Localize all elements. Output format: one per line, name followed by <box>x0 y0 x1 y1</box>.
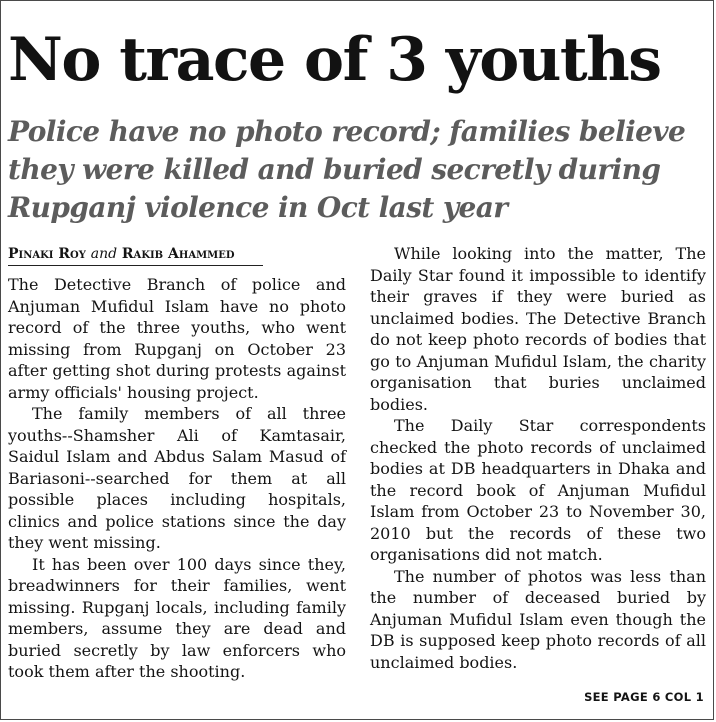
headline: No trace of 3 youths <box>8 25 661 95</box>
byline-conjunction: and <box>90 246 118 262</box>
body-paragraph: While looking into the matter, The Daily Star found it impossible to identify their graves if they were buried as unclaimed bodies. The Detective Branch do not keep photo records of bodies that go to Anjuman Mufidul Islam, the charity organisation that buries unclaimed bodies. <box>370 244 706 414</box>
continuation-jump-line[interactable]: SEE PAGE 6 COL 1 <box>584 690 704 704</box>
body-paragraph: The Daily Star correspondents checked the photo records of unclaimed bodies at DB headquarters in Dhaka and the record book of Anjuman Mufidul Islam from October 23 to November 30, 2010 but the records of these two organisations did not match. <box>370 416 706 564</box>
body-paragraph: It has been over 100 days since they, breadwinners for their families, went missing. Rupganj locals, including family members, assume they are dead and buried secretly by law enforcers who took them after the shooting. <box>8 554 346 681</box>
byline <box>8 243 263 266</box>
left-column <box>8 274 346 683</box>
byline-author-2: Rakib Ahammed <box>121 246 235 262</box>
right-column <box>370 243 706 673</box>
byline-author-1: Pinaki Roy <box>8 246 86 262</box>
body-paragraph: The number of photos was less than the number of deceased buried by Anjuman Mufidul Islam even though the DB is supposed keep photo records of all unclaimed bodies. <box>370 566 706 672</box>
subheadline: Police have no photo record; families believe they were killed and buried secretly during Rupganj violence in Oct last year <box>8 115 686 224</box>
body-paragraph: The Detective Branch of police and Anjuman Mufidul Islam have no photo record of the three youths, who went missing from Rupganj on October 23 after getting shot during protests against army officials' housing project. <box>8 275 346 402</box>
body-paragraph: The family members of all three youths--Shamsher Ali of Kamtasair, Saidul Islam and Abdus Salam Masud of Bariasoni--searched for them at all possible places including hospitals, clinics and police stations since the day they went missing. <box>8 404 346 552</box>
